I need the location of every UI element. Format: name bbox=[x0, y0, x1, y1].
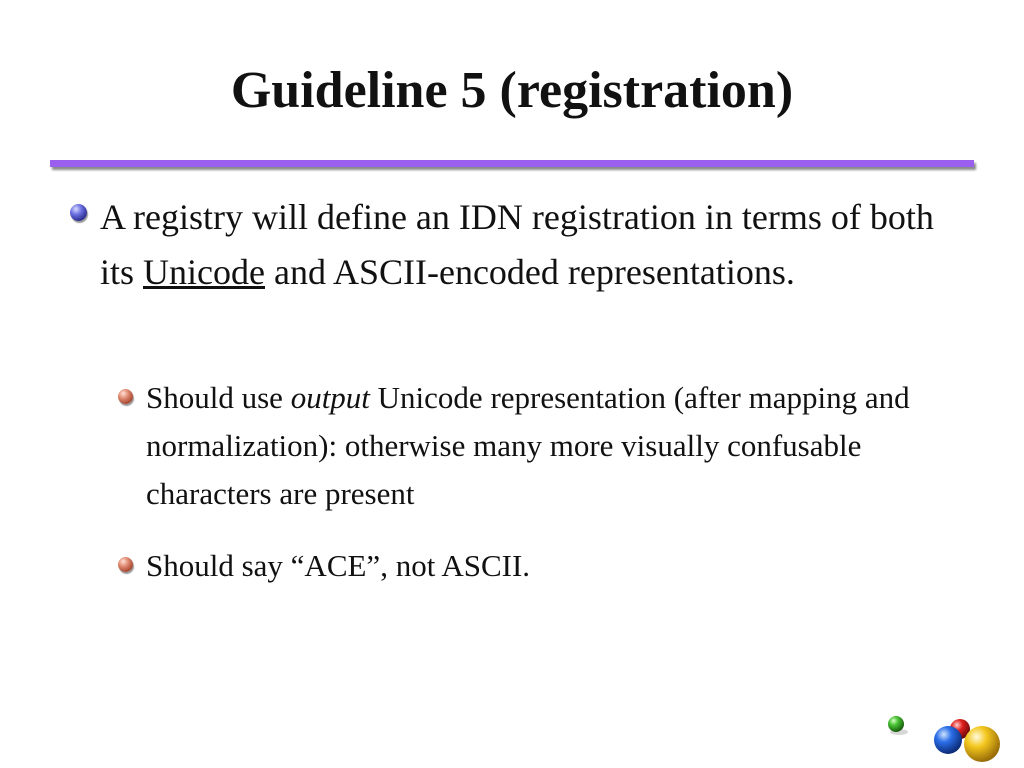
main-bullet-text bbox=[100, 190, 940, 300]
unicode-underlined-text: Unicode bbox=[143, 252, 265, 292]
colored-spheres-logo-icon bbox=[880, 708, 1010, 768]
slide-title: Guideline 5 (registration) bbox=[230, 62, 794, 119]
sub-bullet-text: Should say “ACE”, not ASCII. bbox=[146, 548, 531, 583]
bullet-text-part1: A registry will define an IDN registration in terms of both its bbox=[100, 197, 934, 292]
sub-bullet-part2: Unicode representation (after mapping and normalization): otherwise many more visually confusable characters are present bbox=[146, 380, 910, 511]
bullet-icon bbox=[70, 204, 87, 221]
sub-bullet-icon bbox=[118, 557, 133, 572]
sub-bullet-text bbox=[146, 374, 966, 518]
bullet-text-part2: and ASCII-encoded representations. bbox=[264, 252, 795, 292]
sub-bullet-icon bbox=[118, 389, 133, 404]
title-divider bbox=[50, 160, 974, 167]
sub-bullet-part1: Should use bbox=[146, 380, 291, 415]
output-italic-text: output bbox=[290, 380, 370, 415]
